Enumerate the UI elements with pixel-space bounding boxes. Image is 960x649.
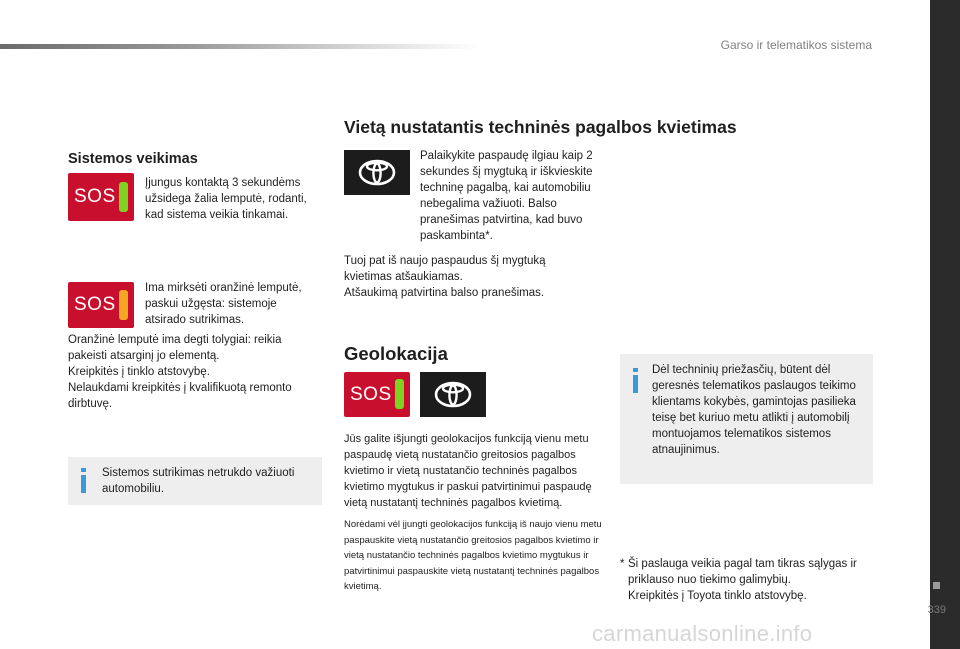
cancel-call-paragraph: Tuoj pat iš naujo paspaudus šį mygtuką kvietimas atšaukiamas. Atšaukimą patvirtina balso pranešimas. xyxy=(344,255,546,299)
footnote-mark: * xyxy=(620,558,625,570)
note-text-left: Sistemos sutrikimas netrukdo važiuoti automobiliu. xyxy=(102,467,295,495)
note-box-left xyxy=(68,457,322,505)
chapter-sidebar xyxy=(927,0,960,649)
note-accent-icon xyxy=(81,468,86,493)
page-marker xyxy=(933,582,940,589)
toyota-logo-icon xyxy=(344,150,410,195)
footnote-text: Ši paslauga veikia pagal tam tikras sąlygas ir priklauso nuo tiekimo galimybių. Kreipkitės į Toyota tinklo atstovybę. xyxy=(628,558,857,602)
sos-label: SOS xyxy=(74,294,116,315)
green-led-icon xyxy=(119,182,128,212)
geolocation-enable-paragraph: Norėdami vėl įjungti geolokacijos funkciją iš naujo vienu metu paspauskite vietą nustatančio greitosios pagalbos kvietimo ir vietą nustatančio techninės pagalbos kvietimo mygtukus ir patvirtinimui paspauskite vietą nustatantį techninės pagalbos kvietimą. xyxy=(344,519,602,592)
sos-label: SOS xyxy=(350,383,392,405)
watermark-text: carmanualsonline.info xyxy=(592,621,813,646)
sos-label: SOS xyxy=(74,186,116,207)
sos-button-green-icon xyxy=(68,173,134,221)
sos-button-geo-icon xyxy=(344,372,410,417)
note-text-right: Dėl techninių priežasčių, būtent dėl geresnės telematikos paslaugos teikimo klientams kokybės, gamintojas pasilieka teisę bet kuriuo metu atlikti į automobilį montuojamos telematikos sistemos atnaujinimus. xyxy=(652,364,856,456)
geolocation-disable-paragraph: Jūs galite išjungti geolokacijos funkciją vienu metu paspaudę vietą nustatančio greitosios pagalbos kvietimo ir vietą nustatančio techninės pagalbos kvietimo mygtukus ir paskui patvirtinimui paspaudę vietą nustatantį techninės pagalbos kvietimą. xyxy=(344,433,592,509)
green-led-description: Įjungus kontaktą 3 sekundėms užsidega žalia lemputė, rodanti, kad sistema veikia tinkamai. xyxy=(145,177,307,221)
toyota-button-icon xyxy=(344,150,410,195)
page-number: 339 xyxy=(927,604,946,616)
note-accent-icon xyxy=(633,368,638,393)
toyota-button-geo-icon xyxy=(420,372,486,417)
sos-button-orange-icon xyxy=(68,282,134,328)
green-led-icon xyxy=(395,379,404,409)
section-title-assistance-call: Vietą nustatantis techninės pagalbos kvietimas xyxy=(344,117,737,137)
assistance-button-description: Palaikykite paspaudę ilgiau kaip 2 sekundes šį mygtuką ir iškvieskite techninę pagalbą, kai automobiliu nebegalima važiuoti. Balso pranešimas patvirtina, kad buvo paskambinta*. xyxy=(420,150,593,242)
section-title-geolocation: Geolokacija xyxy=(344,343,448,364)
steady-orange-paragraph: Oranžinė lemputė ima degti tolygiai: reikia pakeisti atsarginį jo elementą. Kreipkitės į tinklo atstovybę. Nelaukdami kreipkitės į kvalifikuotą remonto dirbtuvę. xyxy=(68,334,292,410)
toyota-logo-icon xyxy=(420,372,486,417)
note-box-right xyxy=(620,354,873,484)
header-gradient-bar xyxy=(0,44,480,49)
section-title-system-operation: Sistemos veikimas xyxy=(68,151,198,167)
orange-led-icon xyxy=(119,290,128,320)
orange-led-description: Ima mirksėti oranžinė lemputė, paskui užgęsta: sistemoje atsirado sutrikimas. xyxy=(145,282,302,326)
header-section-title: Garso ir telematikos sistema xyxy=(720,38,872,52)
